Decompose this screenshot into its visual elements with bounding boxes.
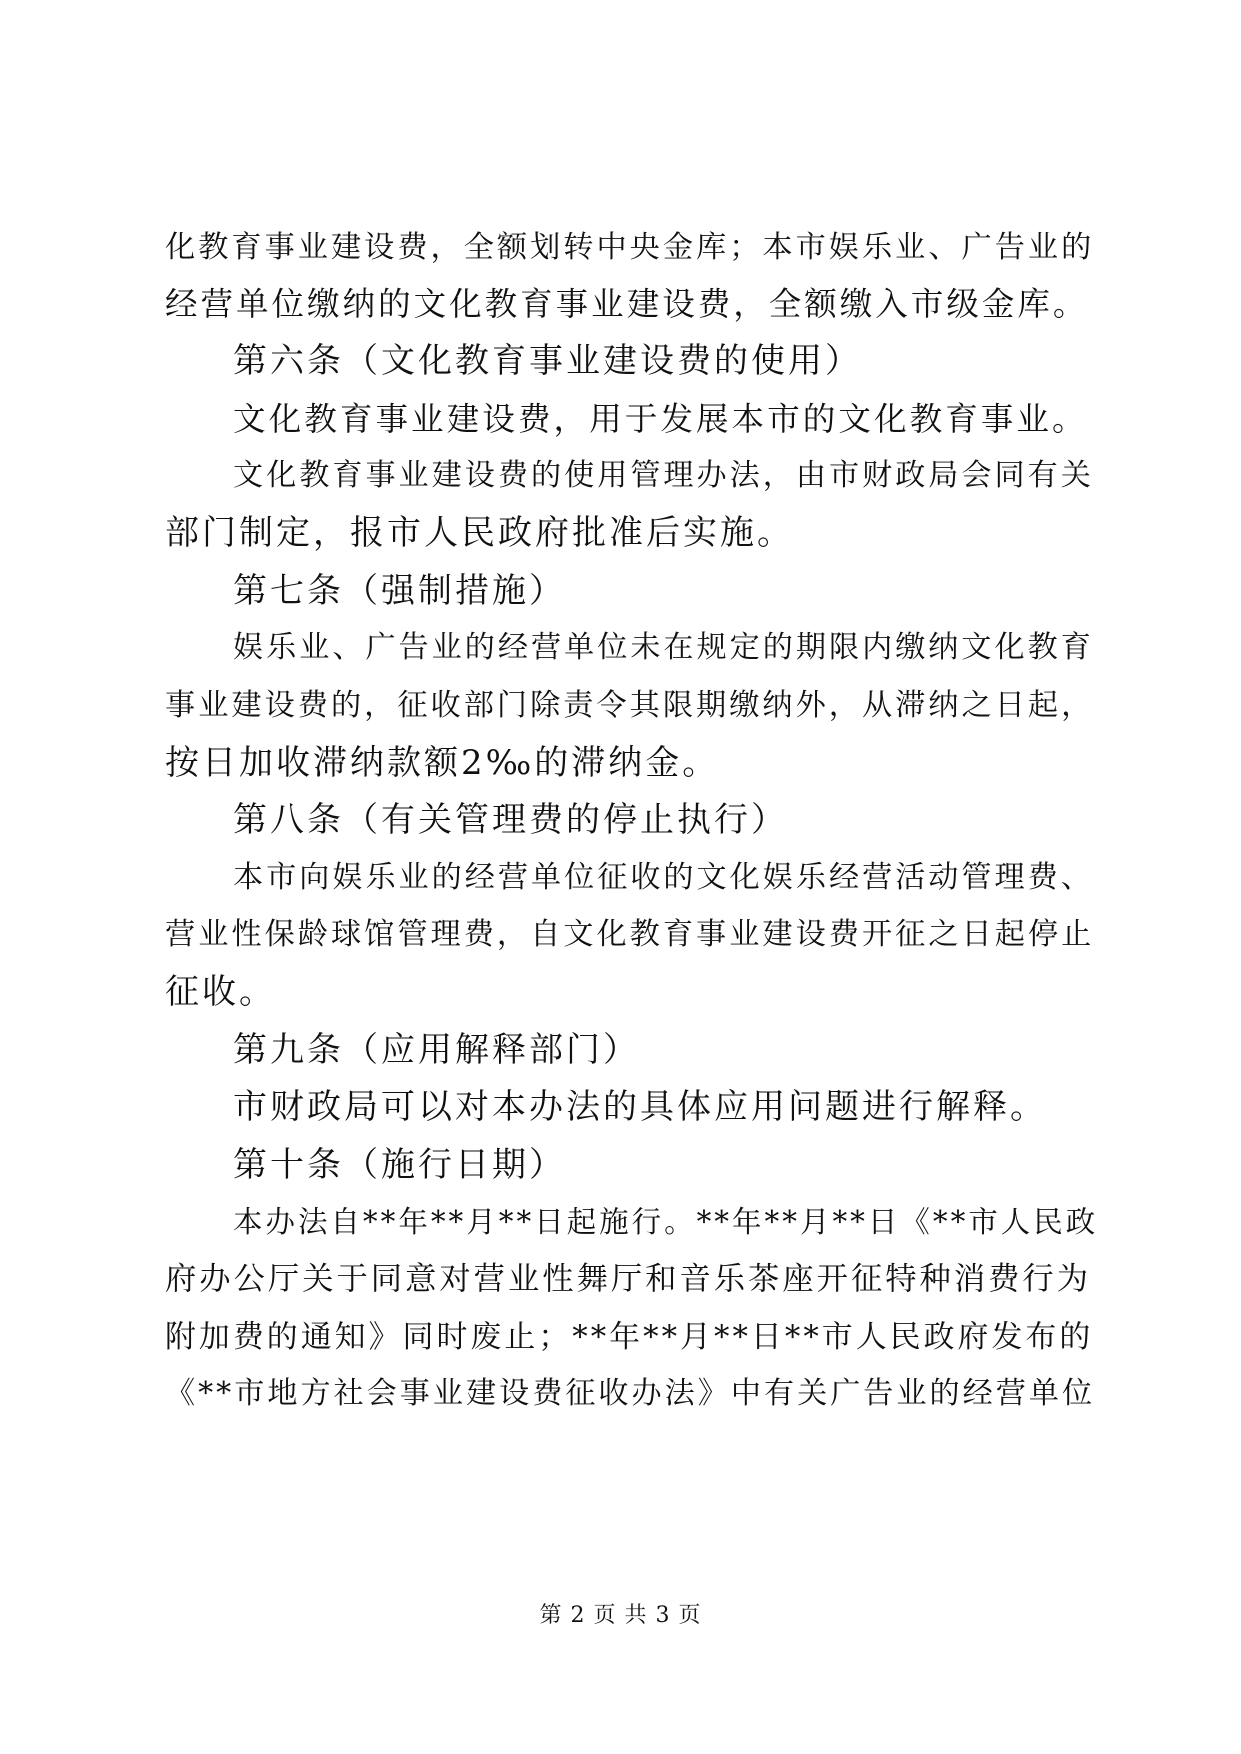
article-heading: 第九条（应用解释部门） bbox=[233, 1030, 640, 1070]
text-line: 事业建设费的，征收部门除责令其限期缴纳外，从滞纳之日起， bbox=[165, 688, 1095, 723]
article-heading: 第七条（强制措施） bbox=[233, 571, 566, 611]
text-line: 附加费的通知》同时废止；**年**月**日**市人民政府发布的 bbox=[165, 1319, 1094, 1355]
text-line: 化教育事业建设费，全额划转中央金库；本市娱乐业、广告业的 bbox=[165, 230, 1095, 265]
text-line: 按日加收滞纳款额2‰的滞纳金。 bbox=[165, 743, 720, 783]
text-line: 市财政局可以对本办法的具体应用问题进行解释。 bbox=[233, 1087, 1047, 1127]
page-number-footer: 第 2 页 共 3 页 bbox=[539, 1603, 702, 1628]
article-heading: 第八条（有关管理费的停止执行） bbox=[233, 800, 788, 840]
text-line: 府办公厅关于同意对营业性舞厅和音乐茶座开征特种消费行为 bbox=[165, 1261, 1092, 1297]
article-heading: 第十条（施行日期） bbox=[233, 1145, 566, 1185]
article-heading: 第六条（文化教育事业建设费的使用） bbox=[233, 341, 862, 381]
text-line: 经营单位缴纳的文化教育事业建设费，全额缴入市级金库。 bbox=[165, 285, 1089, 323]
text-line: 文化教育事业建设费，用于发展本市的文化教育事业。 bbox=[233, 400, 1088, 438]
text-line: 营业性保龄球馆管理费，自文化教育事业建设费开征之日起停止 bbox=[165, 917, 1095, 952]
text-line: 本办法自**年**月**日起施行。**年**月**日《**市人民政 bbox=[233, 1205, 1099, 1239]
text-line: 娱乐业、广告业的经营单位未在规定的期限内缴纳文化教育 bbox=[233, 630, 1094, 665]
text-line: 部门制定，报市人民政府批准后实施。 bbox=[165, 513, 794, 553]
text-line: 《**市地方社会事业建设费征收办法》中有关广告业的经营单位 bbox=[165, 1376, 1096, 1411]
text-line: 征收。 bbox=[165, 972, 276, 1012]
text-line: 本市向娱乐业的经营单位征收的文化娱乐经营活动管理费、 bbox=[233, 860, 1094, 895]
text-line: 文化教育事业建设费的使用管理办法，由市财政局会同有关 bbox=[233, 458, 1094, 493]
